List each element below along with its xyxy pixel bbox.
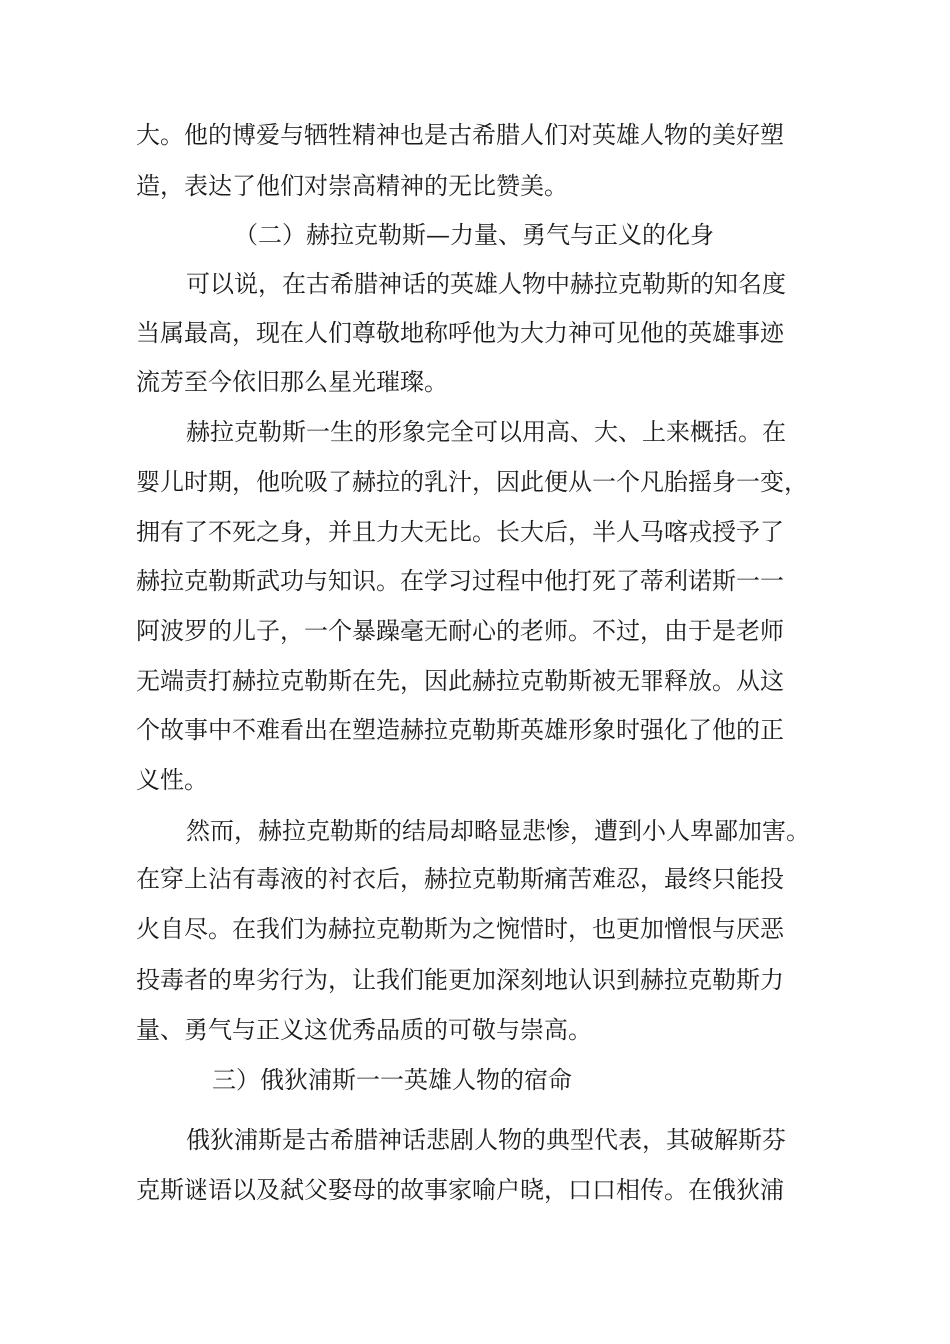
text-line: 大。他的博爱与牺牲精神也是古希腊人们对英雄人物的美好塑 xyxy=(136,121,784,149)
text-line: 流芳至今依旧那么星光璀璨。 xyxy=(136,368,448,396)
text-line: 赫拉克勒斯一生的形象完全可以用高、大、上来概括。在 xyxy=(186,418,786,446)
text-line: 俄狄浦斯是古希腊神话悲剧人物的典型代表，其破解斯芬 xyxy=(186,1126,786,1154)
text-line: 量、勇气与正义这优秀品质的可敬与崇高。 xyxy=(136,1016,592,1044)
text-line: 可以说，在古希腊神话的英雄人物中赫拉克勒斯的知名度 xyxy=(186,270,786,298)
text-line: 造，表达了他们对崇高精神的无比赞美。 xyxy=(136,172,568,200)
text-line: 义性。 xyxy=(136,766,208,794)
text-line: 在穿上沾有毒液的衬衣后，赫拉克勒斯痛苦难忍，最终只能投 xyxy=(136,865,784,893)
text-line: 无端责打赫拉克勒斯在先，因此赫拉克勒斯被无罪释放。从这 xyxy=(136,667,784,695)
text-line: 婴儿时期，他吮吸了赫拉的乳汁，因此便从一个凡胎摇身一变， xyxy=(136,468,808,496)
text-line: 火自尽。在我们为赫拉克勒斯为之惋惜时，也更加憎恨与厌恶 xyxy=(136,915,784,943)
text-line: 投毒者的卑劣行为，让我们能更加深刻地认识到赫拉克勒斯力 xyxy=(136,966,784,994)
text-line: 赫拉克勒斯武功与知识。在学习过程中他打死了蒂利诺斯一一 xyxy=(136,567,784,595)
section-heading: （二）赫拉克勒斯—力量、勇气与正义的化身 xyxy=(234,221,714,249)
text-line: 当属最高，现在人们尊敬地称呼他为大力神可见他的英雄事迹 xyxy=(136,319,784,347)
section-heading: 三）俄狄浦斯一一英雄人物的宿命 xyxy=(212,1066,572,1094)
text-line: 拥有了不死之身，并且力大无比。长大后，半人马喀戎授予了 xyxy=(136,518,784,546)
text-line: 阿波罗的儿子，一个暴躁毫无耐心的老师。不过，由于是老师 xyxy=(136,617,784,645)
text-line: 个故事中不难看出在塑造赫拉克勒斯英雄形象时强化了他的正 xyxy=(136,716,784,744)
text-line: 克斯谜语以及弑父娶母的故事家喻户晓，口口相传。在俄狄浦 xyxy=(136,1176,784,1204)
text-line: 然而，赫拉克勒斯的结局却略显悲惨，遭到小人卑鄙加害。 xyxy=(186,817,810,845)
